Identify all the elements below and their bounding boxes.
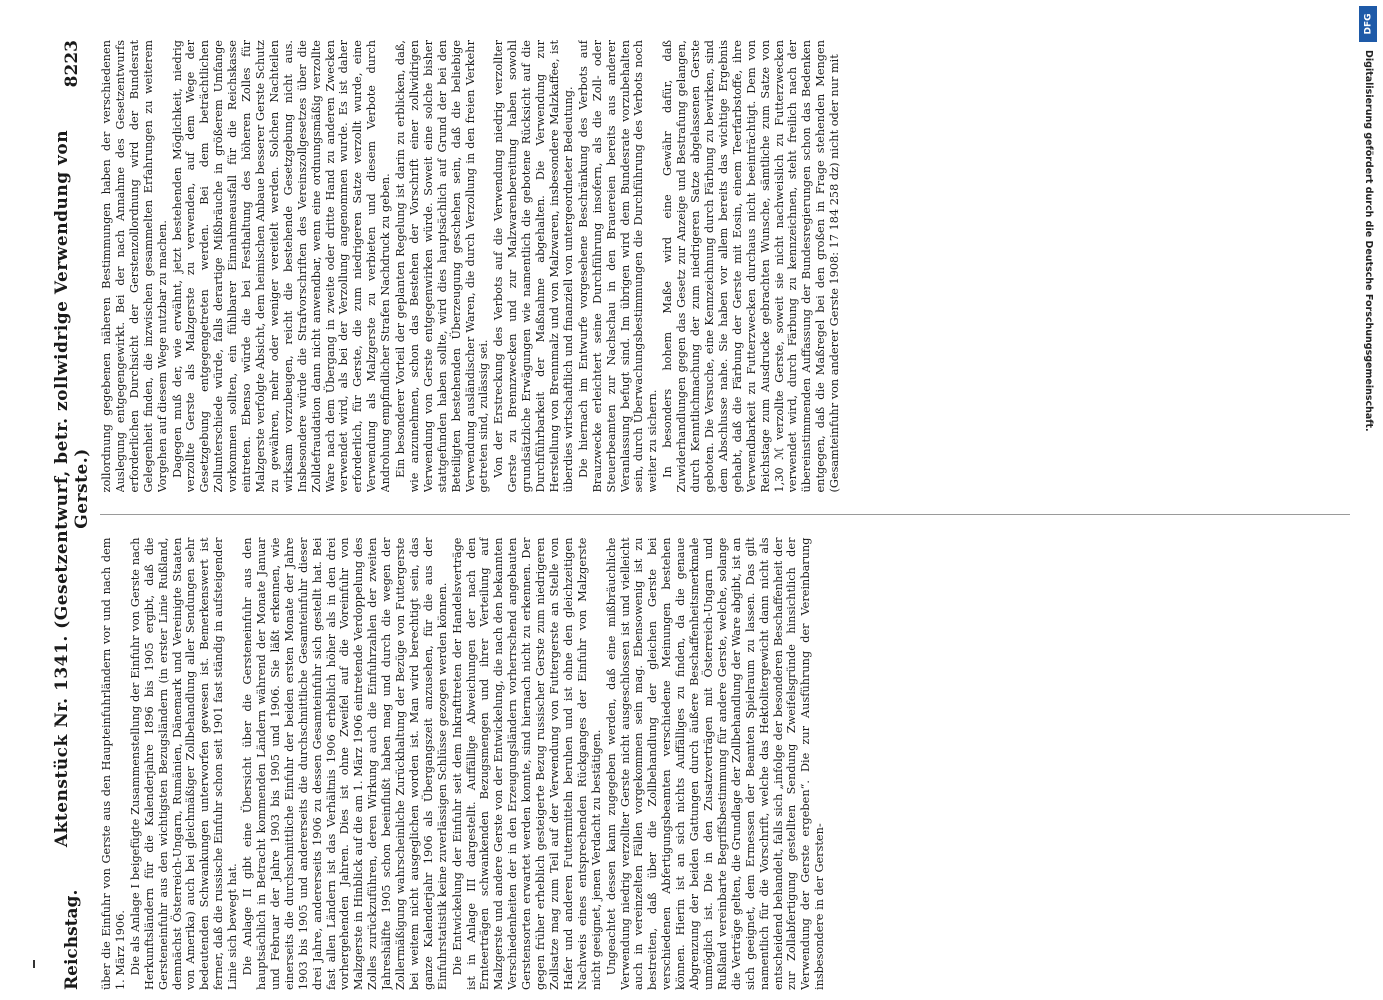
paragraph: Dagegen muß der, wie erwähnt, jetzt bestehenden Möglichkeit, niedrig verzollte Gerste als Malzgerste zu verwenden, auf dem Wege der Gesetzgebung entgegengetreten werden. Bei dem beträchtlichen Zollunterschiede würde, falls derartige Mißbräuche in größerem Umfange vorkommen sollten, ein fühlbarer Einnahmeausfall für die Reichskasse eintreten. Ebenso würde die bei Festhaltung des höheren Zolles für Malzgerste verfolgte Absicht, dem heimischen Anbaue besserer Gerste Schutz zu gewähren, mehr oder weniger vereitelt werden. Solchen Nachteilen wirksam vorzubeugen, reicht die bestehende Gesetzgebung nicht aus. Insbesondere würde die Strafvorschriften des Vereinszollgesetzes über die Zolldefraudation dann nicht anwendbar, wenn eine ordnungsmäßig verzollte Ware nach dem Übergang in zweite oder dritte Hand zu anderen Zwecken verwendet wird, als bei der Verzollung angenommen wurde. Es ist daher erforderlich, für Gerste, die zum niedrigeren Satze verzollt wurde, eine Verwendung als Malzgerste zu verbieten und diesem Verbote durch Androhung empfindlicher Strafen Nachdruck zu geben. [170,40,393,493]
funding-credit: Digitalisierung gefördert durch die Deutsche Forschungsgemeinschaft. [1363,50,1374,432]
paragraph: Die hiernach im Entwurfe vorgesehene Beschränkung des Verbots auf Brauzwecke erleichtert seine Durchführung insofern, als die Zoll- oder Steuerbeamten zur Nachschau in den Brauereien bereits aus anderer Veranlassung befugt sind. Im übrigen wird dem Bundesrate vorzubehalten sein, durch Überwachungsbestimmungen die Durchführung des Verbots noch weiter zu sichern. [576,40,660,493]
paragraph: Die als Anlage I beigefügte Zusammenstellung der Einfuhr von Gerste nach Herkunftsländern für die Kalenderjahre 1896 bis 1905 ergibt, daß die Gersteneinfuhr aus den wichtigsten Bezugsländern (in erster Linie Rußland, demnächst Österreich-Ungarn, Rumänien, Dänemark und Vereinigte Staaten von Amerika) auch bei gleichmäßiger Zollbehandlung aller Sendungen sehr bedeutenden Schwankungen unterworfen gewesen ist. Bemerkenswert ist ferner, daß die russische Einfuhr schon seit 1901 fast ständig in aufsteigender Linie sich bewegt hat. [128,537,240,990]
column-divider [100,515,1350,516]
paragraph: Von der Erstreckung des Verbots auf die Verwendung niedrig verzollter Gerste zu Brennzwecken und zur Malzwarenbereitung haben sowohl grundsätzliche Erwägungen wie namentlich die gebotene Rücksicht auf die Durchführbarkeit der Maßnahme abgehalten. Die Verwendung zur Herstellung von Brennmalz und von Malzwaren, insbesondere Malzkaffee, ist überdies wirtschaftlich und finanziell von untergeordneter Bedeutung. [492,40,575,493]
digitization-sidebar [1357,0,1379,1000]
header-title: Aktenstück Nr. 1341. (Gesetzentwurf, betr. zollwidrige Verwendung von Gerste.) [52,129,92,848]
paragraph: Ein besonderer Vorteil der geplanten Regelung ist darin zu erblicken, daß, wie anzunehmen, schon das Bestehen der Vorschrift einer zollwidrigen Verwendung von Gerste entgegenwirken würde. Soweit eine solche bisher stattgefunden haben sollte, wird dies hauptsächlich auf Grund der bei den Beteiligten bestehenden Überzeugung geschehen sein, daß die beliebige Verwendung ausländischer Waren, die durch Verzollung in den freien Verkehr getreten sind, zulässig sei. [394,40,491,493]
paragraph: In besonders hohem Maße wird eine Gewähr dafür, daß Zuwiderhandlungen gegen das Gesetz zur Anzeige und Bestrafung gelangen, durch Kenntlichmachung der zum niedrigeren Satze abgelassenen Gerste geboten. Die Versuche, eine Kennzeichnung durch Färbung zu bewirken, sind dem Abschlusse nahe. Sie haben vor allem bereits das wichtige Ergebnis gehabt, daß die Färbung der Gerste mit Eosin, einem Teerfarbstoffe, ihre Verwendbarkeit zu Futterzwecken durchaus nicht beeinträchtigt. Dem von Reichstage zum Ausdrucke gebrachten Wunsche, sämtliche zum Satze von 1,30 ℳ verzollte Gerste, soweit sie nicht nachweislich zu Futterzwecken verwendet wird, durch Färbung zu kennzeichnen, steht freilich nach der übereinstimmenden Auffassung der Bundesregierungen schon das Bedenken entgegen, daß die Maßregel bei den großen in Frage stehenden Mengen (Gesamteinfuhr von anderer Gerste 1908: 17 184 258 dz) nicht oder nur mit [661,40,842,493]
scan-mark [33,960,35,968]
text-columns [100,40,1350,990]
paragraph: über die Einfuhr von Gerste aus den Haupteinfuhrländern vor und nach dem 1. März 1906. [100,537,127,990]
paragraph: Ungeachtet dessen kann zugegeben werden, daß eine mißbräuchliche Verwendung niedrig verzollter Gerste nicht ausgeschlossen ist und vielleicht auch in vereinzelten Fällen vorgekommen sein mag. Ebensowenig ist zu bestreiten, daß über die Zollbehandlung der gleichen Gerste bei verschiedenen Abfertigungsbeamten verschiedene Meinungen bestehen können. Hierin ist an sich nichts Auffälliges zu finden, da die genaue Abgrenzung der beiden Gattungen durch äußere Beschaffenheitsmerkmale unmöglich ist. Die in den Zusatzverträgen mit Österreich-Ungarn und Rußland vereinbarte Begriffsbestimmung für andere Gerste, welche, solange die Verträge gelten, die Grundlage der Zollbehandlung der Ware abgibt, ist an sich geeignet, dem Ermessen der Beamten Spielraum zu lassen. Das gilt namentlich für die Vorschrift, welche das Hektolitergewicht dann nicht als entscheidend behandelt, falls sich „infolge der besonderen Beschaffenheit der zur Zollabfertigung gestellten Sendung Zweifelsgründe hinsichtlich der Verwendung der Gerste ergeben“. Die zur Ausführung der Vereinbarung insbesondere in der Gersten- [604,537,827,990]
dfg-logo: DFG [1359,6,1377,42]
page-number: 8223 [62,40,82,88]
header-left: Reichstag. [62,889,82,990]
paragraph: Die Anlage II gibt eine Übersicht über die Gersteneinfuhr aus den hauptsächlich in Betracht kommenden Ländern während der Monate Januar und Februar der Jahre 1903 bis 1905 und 1906. Sie läßt erkennen, wie einerseits die durchschnittliche Einfuhr der beiden ersten Monate der Jahre 1903 bis 1905 und andererseits die durchschnittliche Gesamteinfuhr dieser drei Jahre, andererseits 1906 zu dessen Gesamteinfuhr sich gestellt hat. Bei fast allen Ländern ist das Verhältnis 1906 erheblich höher als in den drei vorhergehenden Jahren. Dies ist ohne Zweifel auf die Voreinfuhr von Malzgerste in Hinblick auf die am 1. März 1906 eintretende Verdoppelung des Zolles zurückzuführen, deren Wirkung auch die Einfuhrzahlen der zweiten Jahreshälfte 1905 schon beeinflußt haben mag und durch die wegen der Zollermäßigung wahrscheinliche Zurückhaltung der Bezüge von Futtergerste bei weitem nicht ausgeglichen worden ist. Man wird berechtigt sein, das ganze Kalenderjahr 1906 als Übergangszeit anzusehen, für die aus der Einfuhrstatistik keine zuverlässigen Schlüsse gezogen werden können. [241,537,449,990]
column-left [100,538,1350,991]
paragraph: zollordnung gegebenen näheren Bestimmungen haben der verschiedenen Auslegung entgegengewirkt. Bei der nach Annahme des Gesetzentwurfs erforderlichen Durchsicht der Gerstenzollordnung wird der Bundesrat Gelegenheit finden, die inzwischen gesammelten Erfahrungen zu weiterem Vorgehen auf diesem Wege nutzbar zu machen. [100,40,169,493]
column-right [100,40,1350,493]
document-page [52,40,1352,990]
page-header [52,40,92,990]
paragraph: Die Entwickelung der Einfuhr seit dem Inkrafttreten der Handelsverträge ist in Anlage III dargestellt. Auffällige Abweichungen der nach den Ernteerträgen schwankenden Bezugsmengen und ihrer Verteilung auf Malzgerste und andere Gerste von der Entwickelung, die nach den bekannten Verschiedenheiten der in den Erzeugungsländern vorherrschend angebauten Gerstensorten erwartet werden konnte, sind hiernach nicht zu erkennen. Der gegen früher erheblich gesteigerte Bezug russischer Gerste zum niedrigeren Zollsatze mag zum Teil auf der Verwendung von Futtergerste an Stelle von Hafer und anderen Futtermitteln beruhen und ist ohne den gleichzeitigen Nachweis eines entsprechenden Rückganges der Einfuhr von Malzgerste nicht geeignet, jenen Verdacht zu bestätigen. [450,537,603,990]
